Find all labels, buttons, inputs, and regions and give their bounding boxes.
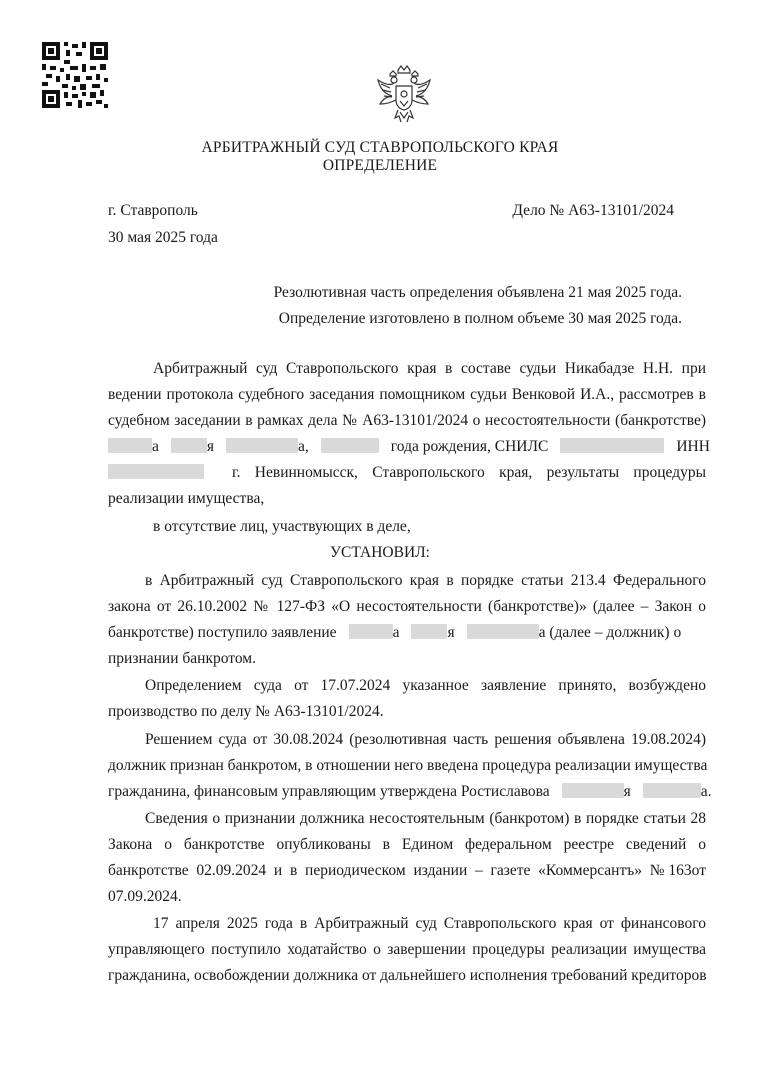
- redaction: [467, 624, 539, 639]
- paragraph-line: управляющего поступило ходатайство о завершении процедуры реализации имущества: [108, 941, 706, 958]
- text-fragment: года рождения, СНИЛС: [390, 438, 549, 455]
- qr-code-icon: [42, 42, 108, 108]
- paragraph-line: Закона о банкротстве опубликованы в Едином федеральном реестре сведений о: [108, 836, 706, 853]
- text-fragment: я: [447, 624, 455, 641]
- redaction: [226, 438, 298, 453]
- paragraph-line: признании банкротом.: [108, 650, 256, 667]
- text-fragment: а: [392, 624, 400, 641]
- text-fragment: а.: [700, 783, 712, 800]
- paragraph-line: Определением суда от 17.07.2024 указанное заявление принято, возбуждено: [145, 677, 706, 694]
- text-fragment: гражданина, финансовым управляющим утверждена Ростиславова: [108, 783, 550, 800]
- paragraph-line: Сведения о признании должника несостоятельным (банкротом) в порядке статьи 28: [145, 810, 706, 827]
- redaction: [643, 783, 701, 798]
- text-fragment: я: [206, 438, 215, 455]
- paragraph-line: гражданина, освобождении должника от дальнейшего исполнения требований кредиторов: [108, 967, 707, 984]
- made-note: Определение изготовлено в полном объеме 30 мая 2025 года.: [278, 310, 682, 327]
- announced-note: Резолютивная часть определения объявлена 21 мая 2025 года.: [273, 284, 682, 301]
- paragraph-line: банкротстве 02.09.2024 и в периодическом издании – газете «Коммерсантъ» №163от: [108, 862, 706, 879]
- established-heading: УСТАНОВИЛ:: [330, 544, 430, 561]
- paragraph-line: г. Невинномысск, Ставропольского края, результаты процедуры: [232, 464, 706, 481]
- paragraph-line: 07.09.2024.: [108, 888, 182, 905]
- paragraph-line: ведении протокола судебного заседания помощником судьи Венковой И.А., рассмотрев в: [108, 386, 706, 403]
- manager-line: [108, 783, 712, 801]
- document-type: ОПРЕДЕЛЕНИЕ: [322, 157, 438, 174]
- redaction: [560, 438, 664, 453]
- paragraph-line: 17 апреля 2025 года в Арбитражный суд Ставропольского края от финансового: [153, 915, 706, 932]
- city: г. Ставрополь: [108, 202, 198, 219]
- redaction: [411, 624, 447, 639]
- case-number: Дело № А63-13101/2024: [512, 202, 674, 219]
- text-fragment: а (далее – должник) о: [538, 624, 682, 641]
- paragraph-line: судебном заседании в рамках дела № А63-13101/2024 о несостоятельности (банкротстве): [108, 412, 706, 429]
- document-date: 30 мая 2025 года: [108, 229, 218, 246]
- paragraph-line: Решением суда от 30.08.2024 (резолютивная часть решения объявлена 19.08.2024): [145, 731, 706, 748]
- redaction: [108, 438, 152, 453]
- paragraph-line: должник признан банкротом, в отношении него введена процедура реализации имущества: [108, 757, 708, 774]
- debtor-line: [108, 438, 710, 456]
- text-fragment: банкротстве) поступило заявление: [108, 624, 337, 641]
- redaction: [108, 464, 204, 479]
- paragraph-line: производство по делу № А63-13101/2024.: [108, 703, 384, 720]
- paragraph-line: закона от 26.10.2002 № 127-ФЗ «О несостоятельности (банкротстве)» (далее – Закон о: [108, 598, 706, 615]
- redaction: [321, 438, 379, 453]
- absence-line: в отсутствие лиц, участвующих в деле,: [153, 518, 411, 535]
- redaction: [349, 624, 393, 639]
- paragraph-line: реализации имущества,: [108, 490, 265, 507]
- court-name: АРБИТРАЖНЫЙ СУД СТАВРОПОЛЬСКОГО КРАЯ: [201, 139, 559, 156]
- redaction: [171, 438, 207, 453]
- text-fragment: а,: [298, 438, 309, 455]
- text-fragment: а: [152, 438, 159, 455]
- text-fragment: я: [623, 783, 631, 800]
- coat-of-arms-icon: [376, 64, 432, 126]
- application-line: [108, 624, 706, 642]
- redaction: [562, 783, 624, 798]
- paragraph-line: Арбитражный суд Ставропольского края в составе судьи Никабадзе Н.Н. при: [153, 360, 706, 377]
- paragraph-line: в Арбитражный суд Ставропольского края в порядке статьи 213.4 Федерального: [145, 572, 706, 589]
- address-line-redaction: [108, 464, 204, 482]
- text-fragment: ИНН: [676, 438, 710, 455]
